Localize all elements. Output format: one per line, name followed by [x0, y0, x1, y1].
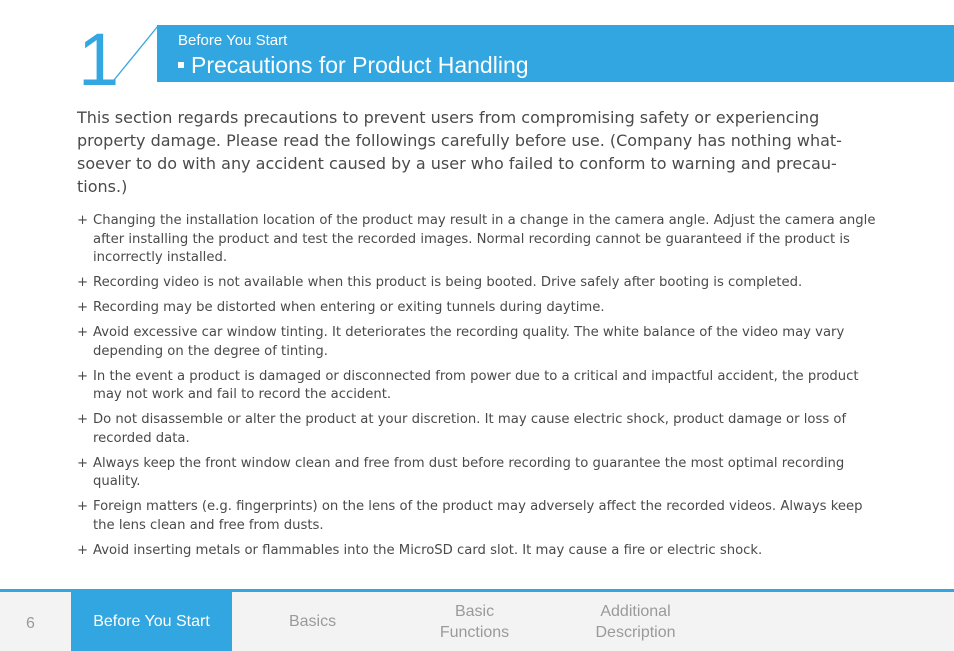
- tab-additional-description[interactable]: [555, 592, 716, 651]
- list-item: [77, 212, 882, 268]
- chapter-subtitle: Before You Start: [178, 32, 288, 49]
- square-bullet-icon: [178, 62, 184, 68]
- list-item-text: In the event a product is damaged or disconnected from power due to a critical and impactful accident, the product may not work and fail to record the accident.: [93, 368, 859, 402]
- list-item: [77, 324, 882, 361]
- plus-bullet-icon: +: [77, 325, 89, 340]
- footer-nav: [0, 592, 954, 651]
- tab-label: Basics: [288, 613, 337, 630]
- tab-basic-functions[interactable]: [394, 592, 555, 651]
- precautions-list: [77, 212, 882, 567]
- tab-basics[interactable]: [232, 592, 393, 651]
- list-item: [77, 274, 882, 293]
- list-item-text: Foreign matters (e.g. fingerprints) on the lens of the product may adversely affect the recorded videos. Always keep the lens clean and free from dusts.: [93, 499, 863, 533]
- plus-bullet-icon: +: [77, 455, 89, 471]
- list-item: [77, 455, 882, 492]
- tab-label: Basic Functions: [439, 602, 510, 641]
- tab-label: Additional Description: [595, 602, 676, 641]
- chapter-slash-decoration: [110, 22, 162, 84]
- list-item: [77, 498, 882, 535]
- plus-bullet-icon: +: [77, 275, 89, 290]
- list-item-text: Avoid excessive car window tinting. It deteriorates the recording quality. The white balance of the video may vary depending on the degree of tinting.: [93, 325, 845, 359]
- list-item: [77, 542, 882, 561]
- list-item: [77, 299, 882, 318]
- chapter-header-banner: [157, 25, 954, 82]
- plus-bullet-icon: +: [77, 368, 89, 384]
- list-item-text: Changing the installation location of the product may result in a change in the camera angle. Adjust the camera angle after installing the product and test the recorded images. Normal recording cannot be guaranteed if the product is incorrectly installed.: [93, 213, 876, 265]
- page-number: 6: [26, 615, 35, 632]
- plus-bullet-icon: +: [77, 412, 89, 427]
- tab-label: Before You Start: [93, 613, 210, 630]
- list-item-text: Recording may be distorted when entering or exiting tunnels during daytime.: [93, 300, 605, 315]
- list-item: [77, 411, 882, 448]
- page-title-text: Precautions for Product Handling: [191, 52, 529, 78]
- plus-bullet-icon: +: [77, 300, 89, 315]
- page-title: [178, 52, 529, 79]
- intro-paragraph: This section regards precautions to prevent users from compromising safety or experiencing property damage. Please read the followings carefully before use. (Company has nothing what-soever to do with any accident caused by a user who failed to conform to warning and precau-tions.): [77, 108, 842, 196]
- tab-before-you-start[interactable]: [71, 592, 232, 651]
- plus-bullet-icon: +: [77, 542, 89, 558]
- list-item-text: Recording video is not available when this product is being booted. Drive safely after booting is completed.: [93, 275, 803, 290]
- list-item: [77, 368, 882, 405]
- chapter-number: 1: [78, 18, 120, 101]
- plus-bullet-icon: +: [77, 499, 89, 514]
- list-item-text: Avoid inserting metals or flammables into the MicroSD card slot. It may cause a fire or electric shock.: [93, 542, 763, 558]
- list-item-text: Always keep the front window clean and free from dust before recording to guarantee the most optimal recording quality.: [93, 455, 845, 489]
- plus-bullet-icon: +: [77, 213, 89, 228]
- list-item-text: Do not disassemble or alter the product at your discretion. It may cause electric shock, product damage or loss of recorded data.: [93, 412, 847, 446]
